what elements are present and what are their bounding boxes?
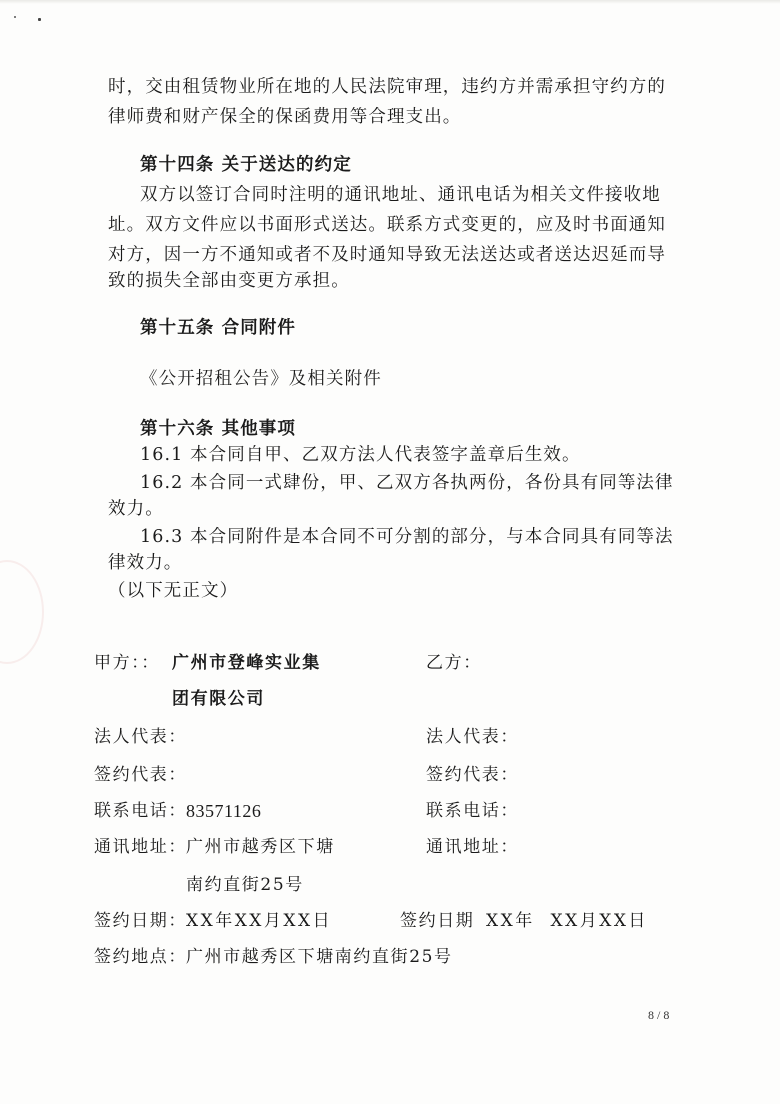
party-b-phone-label: 联系电话：	[426, 801, 519, 821]
party-b-legal-rep: 法人代表：	[426, 727, 519, 747]
article-14-line: 致的损失全部由变更方承担。	[108, 271, 350, 291]
faint-seal-bleed	[0, 560, 44, 664]
page-number: 8 / 8	[648, 1008, 670, 1022]
article-16-heading: 第十六条 其他事项	[140, 419, 296, 439]
party-a-place-label: 签约地点：	[94, 947, 187, 967]
article-16-item-2-cont: 效力。	[108, 499, 164, 519]
party-b-signing-rep: 签约代表：	[426, 765, 519, 785]
scan-speck	[38, 18, 41, 21]
party-a-date-label: 签约日期：	[94, 911, 187, 931]
party-a-label: 甲方：：	[94, 653, 160, 673]
party-b-label: 乙方：	[426, 653, 482, 673]
party-a-name-cont: 团有限公司	[172, 689, 265, 709]
article-14-line: 址。双方文件应以书面形式送达。联系方式变更的，应及时书面通知	[108, 215, 666, 235]
party-b-date: XX年 XX月XX日	[486, 911, 648, 931]
party-a-signing-rep: 签约代表：	[94, 765, 187, 785]
article-14-line: 双方以签订合同时注明的通讯地址、通讯电话为相关文件接收地	[140, 185, 661, 205]
party-a-phone: 83571126	[186, 801, 262, 821]
paragraph-line: 律师费和财产保全的保函费用等合理支出。	[108, 107, 462, 127]
party-b-address-label: 通讯地址：	[426, 837, 519, 857]
article-16-item-3-cont: 律效力。	[108, 553, 183, 573]
paragraph-line: 时，交由租赁物业所在地的人民法院审理，违约方并需承担守约方的	[108, 77, 666, 97]
end-note: （以下无正文）	[108, 581, 239, 601]
party-a-address: 广州市越秀区下塘	[186, 837, 335, 857]
article-14-line: 对方，因一方不通知或者不及时通知导致无法送达或者送达迟延而导	[108, 245, 666, 265]
party-a-legal-rep: 法人代表：	[94, 727, 187, 747]
article-16-item-1: 16.1 本合同自甲、乙双方法人代表签字盖章后生效。	[140, 445, 581, 465]
party-a-address-cont: 南约直街25号	[186, 875, 304, 895]
party-a-date: XX年XX月XX日	[186, 911, 333, 931]
party-b-date-label: 签约日期	[400, 911, 475, 931]
scan-edge	[0, 0, 780, 4]
article-16-item-3: 16.3 本合同附件是本合同不可分割的部分，与本合同具有同等法	[140, 527, 674, 547]
article-14-heading: 第十四条 关于送达的约定	[140, 155, 352, 175]
party-a-phone-label: 联系电话：	[94, 801, 187, 821]
article-15-text: 《公开招租公告》及相关附件	[140, 369, 382, 389]
scan-speck	[14, 16, 16, 18]
article-15-heading: 第十五条 合同附件	[140, 318, 296, 338]
party-a-address-label: 通讯地址：	[94, 837, 187, 857]
article-16-item-2: 16.2 本合同一式肆份，甲、乙双方各执两份，各份具有同等法律	[140, 473, 674, 493]
party-a-place: 广州市越秀区下塘南约直街25号	[186, 947, 453, 967]
party-a-name: 广州市登峰实业集	[172, 653, 321, 673]
